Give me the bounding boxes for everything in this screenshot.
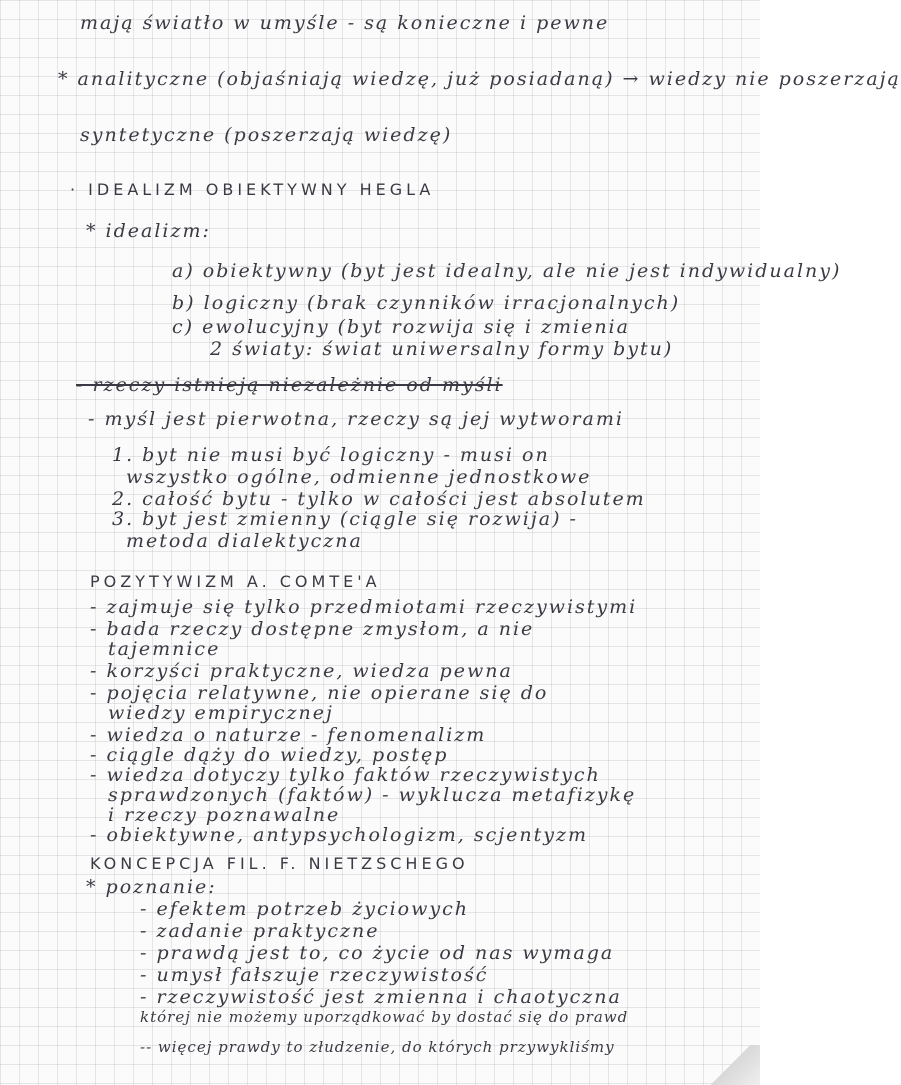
note-line: 1. byt nie musi być logiczny - musi on — [112, 444, 550, 466]
note-line: sprawdzonych (faktów) - wyklucza metafizykę — [108, 784, 637, 806]
note-line: c) ewolucyjny (byt rozwija się i zmienia — [172, 316, 630, 338]
note-line: - umysł fałszuje rzeczywistość — [140, 964, 489, 986]
note-line: wszystko ogólne, odmienne jednostkowe — [126, 466, 592, 488]
note-line: mają światło w umyśle - są konieczne i pewne — [80, 12, 610, 34]
note-line: - korzyści praktyczne, wiedza pewna — [90, 660, 513, 682]
note-line: - wiedza dotyczy tylko faktów rzeczywistych — [90, 764, 601, 786]
page-curl — [700, 1045, 760, 1085]
note-line: syntetyczne (poszerzają wiedzę) — [80, 124, 453, 146]
note-line: 2 światy: świat uniwersalny formy bytu) — [210, 338, 674, 360]
note-line: - ciągle dąży do wiedzy, postęp — [90, 744, 449, 766]
note-line: metoda dialektyczna — [126, 530, 363, 552]
note-line: - wiedza o naturze - fenomenalizm — [90, 724, 487, 746]
note-line: - bada rzeczy dostępne zmysłom, a nie — [90, 618, 535, 640]
section-heading: KONCEPCJA FIL. F. NIETZSCHEGO — [90, 854, 469, 873]
note-line: - zadanie praktyczne — [140, 920, 380, 942]
note-line: - zajmuje się tylko przedmiotami rzeczywistymi — [90, 596, 638, 618]
note-line: - rzeczywistość jest zmienna i chaotyczna — [140, 986, 622, 1008]
note-line: -- więcej prawdy to złudzenie, do których przywykliśmy — [140, 1038, 615, 1056]
section-heading: · IDEALIZM OBIEKTYWNY HEGLA — [70, 180, 435, 199]
note-line: a) obiektywny (byt jest idealny, ale nie jest indywidualny) — [172, 260, 842, 282]
note-line: * idealizm: — [86, 220, 211, 242]
note-line: 2. całość bytu - tylko w całości jest absolutem — [112, 488, 646, 510]
note-line: - pojęcia relatywne, nie opierane się do — [90, 682, 549, 704]
note-line: - obiektywne, antypsychologizm, scjentyzm — [90, 824, 589, 846]
note-line: b) logiczny (brak czynników irracjonalnych) — [172, 292, 681, 314]
note-line: * poznanie: — [86, 876, 217, 898]
note-line: - prawdą jest to, co życie od nas wymaga — [140, 942, 615, 964]
note-line: 3. byt jest zmienny (ciągle się rozwija) - — [112, 508, 578, 530]
note-line: wiedzy empirycznej — [108, 702, 334, 724]
note-line: której nie możemy uporządkować by dostać się do prawd — [140, 1008, 629, 1026]
section-heading: POZYTYWIZM A. COMTE'A — [90, 572, 381, 591]
note-line: tajemnice — [108, 638, 221, 660]
note-line: - efektem potrzeb życiowych — [140, 898, 469, 920]
note-line: i rzeczy poznawalne — [108, 804, 341, 826]
crossed-out-line: - rzeczy istnieją niezależnie od myśli — [76, 374, 503, 396]
note-line: - myśl jest pierwotna, rzeczy są jej wytworami — [88, 408, 624, 430]
note-line: * analityczne (objaśniają wiedzę, już posiadaną) → wiedzy nie poszerzają — [58, 68, 901, 90]
